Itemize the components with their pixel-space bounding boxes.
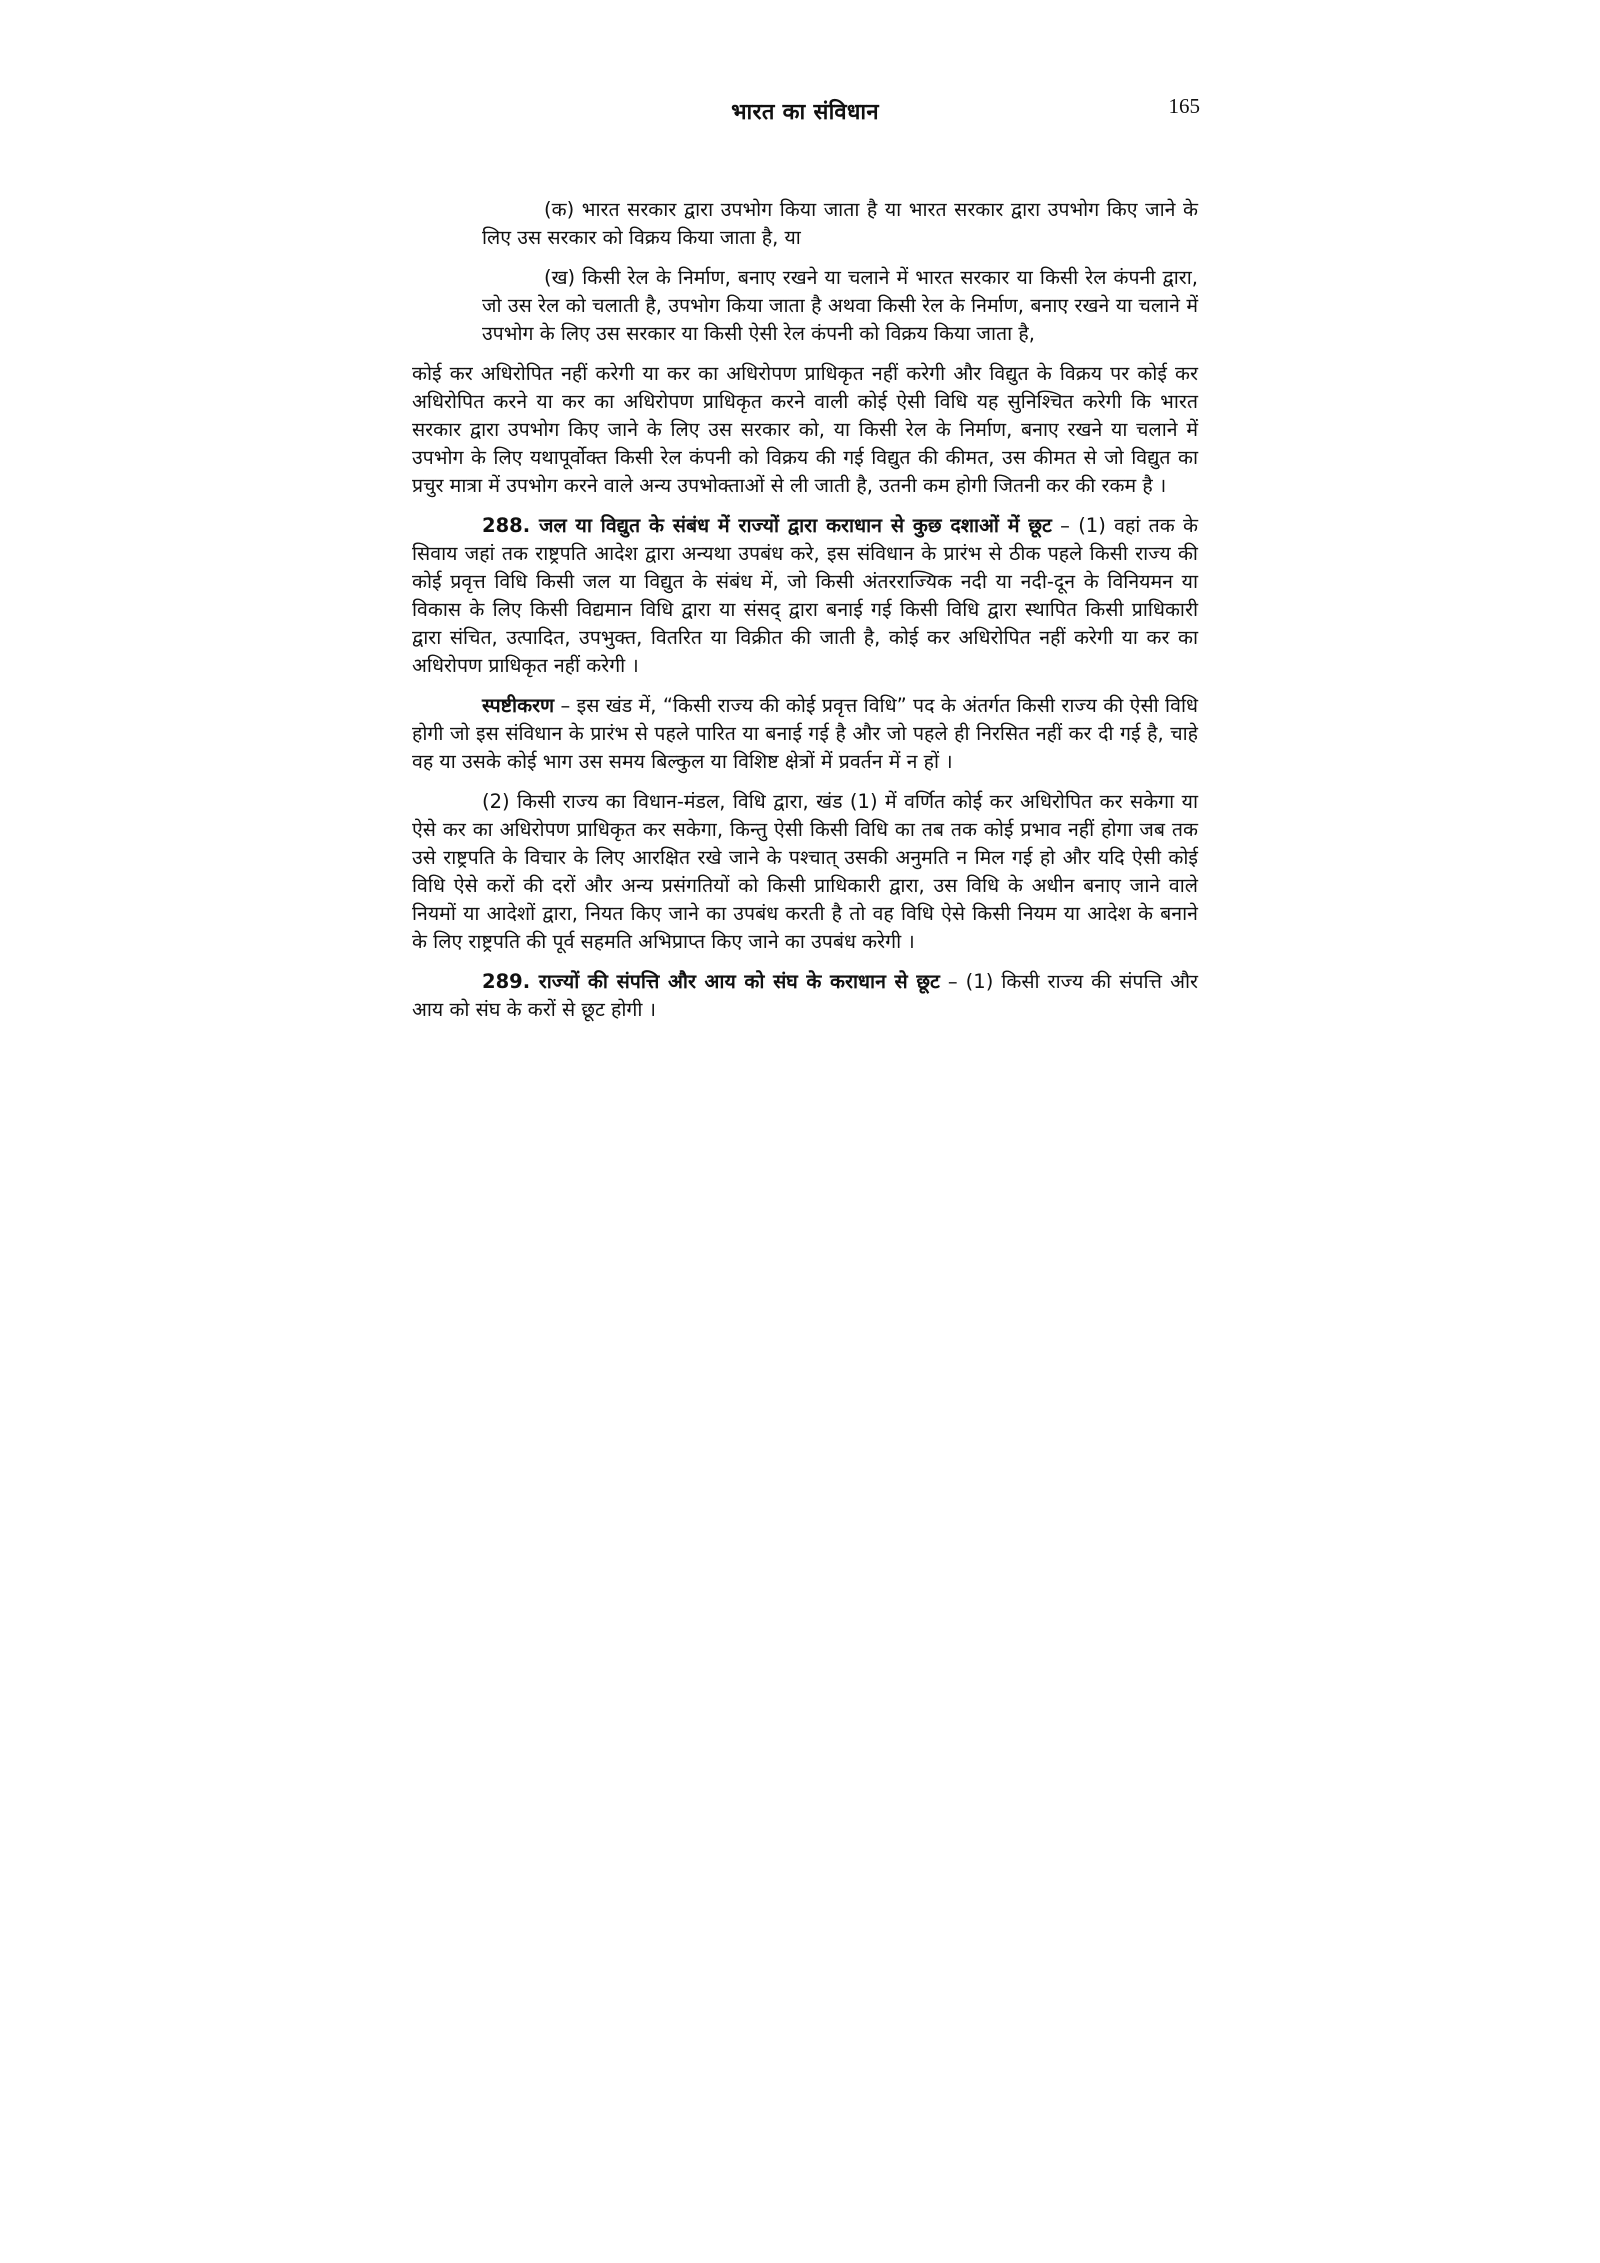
article-288-heading: 288. जल या विद्युत के संबंध में राज्यों द्वारा कराधान से कुछ दशाओं में छूट — [482, 514, 1052, 537]
article-288 — [412, 512, 1198, 680]
page-header — [410, 96, 1200, 136]
explanation-text: – इस खंड में, “किसी राज्य की कोई प्रवृत्त विधि” पद के अंतर्गत किसी राज्य की ऐसी विधि होगी जो इस संविधान के प्रारंभ से पहले पारित या बनाई गई है और जो पहले ही निरसित नहीं कर दी गई है, चाहे वह या उसके कोई भाग उस समय बिल्कुल या विशिष्ट क्षेत्रों में प्रवर्तन में न हों । — [412, 694, 1198, 773]
document-body — [412, 196, 1198, 1036]
article-288-text: – (1) वहां तक के सिवाय जहां तक राष्ट्रपति आदेश द्वारा अन्यथा उपबंध करे, इस संविधान के प्रारंभ से ठीक पहले किसी राज्य की कोई प्रवृत्त विधि किसी जल या विद्युत के संबंध में, जो किसी अंतरराज्यिक नदी या नदी-दून के विनियमन या विकास के लिए किसी विद्यमान विधि द्वारा या संसद् द्वारा बनाई गई किसी विधि द्वारा स्थापित किसी प्राधिकारी द्वारा संचित, उत्पादित, उपभुक्त, वितरित या विक्रीत की जाती है, कोई कर अधिरोपित नहीं करेगी या कर का अधिरोपण प्राधिकृत नहीं करेगी । — [412, 514, 1198, 677]
article-289 — [412, 968, 1198, 1024]
article-289-heading: 289. राज्यों की संपत्ति और आय को संघ के कराधान से छूट — [482, 970, 940, 993]
clause-kha: (ख) किसी रेल के निर्माण, बनाए रखने या चलाने में भारत सरकार या किसी रेल कंपनी द्वारा, जो उस रेल को चलाती है, उपभोग किया जाता है अथवा किसी रेल के निर्माण, बनाए रखने या चलाने में उपभोग के लिए उस सरकार या किसी ऐसी रेल कंपनी को विक्रय किया जाता है, — [482, 266, 1198, 345]
page-title: भारत का संविधान — [731, 100, 879, 125]
clause-2: (2) किसी राज्य का विधान-मंडल, विधि द्वारा, खंड (1) में वर्णित कोई कर अधिरोपित कर सकेगा या ऐसे कर का अधिरोपण प्राधिकृत कर सकेगा, किन्तु ऐसी किसी विधि का तब तक कोई प्रभाव नहीं होगा जब तक उसे राष्ट्रपति के विचार के लिए आरक्षित रखे जाने के पश्चात् उसकी अनुमति न मिल गई हो और यदि ऐसी कोई विधि ऐसे करों की दरों और अन्य प्रसंगतियों को किसी प्राधिकारी द्वारा, उस विधि के अधीन बनाए जाने वाले नियमों या आदेशों द्वारा, नियत किए जाने का उपबंध करती है तो वह विधि ऐसे किसी नियम या आदेश के बनाने के लिए राष्ट्रपति की पूर्व सहमति अभिप्राप्त किए जाने का उपबंध करेगी । — [412, 790, 1198, 953]
page-number: 165 — [1168, 94, 1200, 118]
clause-ka: (क) भारत सरकार द्वारा उपभोग किया जाता है या भारत सरकार द्वारा उपभोग किए जाने के लिए उस सरकार को विक्रय किया जाता है, या — [482, 198, 1198, 249]
explanation-label: स्पष्टीकरण — [482, 694, 555, 717]
continuation-paragraph: कोई कर अधिरोपित नहीं करेगी या कर का अधिरोपण प्राधिकृत नहीं करेगी और विद्युत के विक्रय पर कोई कर अधिरोपित करने या कर का अधिरोपण प्राधिकृत करने वाली कोई ऐसी विधि यह सुनिश्चित करेगी कि भारत सरकार द्वारा उपभोग किए जाने के लिए उस सरकार को, या किसी रेल के निर्माण, बनाए रखने या चलाने में उपभोग के लिए यथापूर्वोक्त किसी रेल कंपनी को विक्रय की गई विद्युत की कीमत, उस कीमत से जो विद्युत का प्रचुर मात्रा में उपभोग करने वाले अन्य उपभोक्ताओं से ली जाती है, उतनी कम होगी जितनी कर की रकम है । — [412, 362, 1198, 497]
explanation-paragraph — [412, 692, 1198, 776]
article-289-text: – (1) किसी राज्य की संपत्ति और आय को संघ के करों से छूट होगी । — [412, 970, 1198, 1021]
